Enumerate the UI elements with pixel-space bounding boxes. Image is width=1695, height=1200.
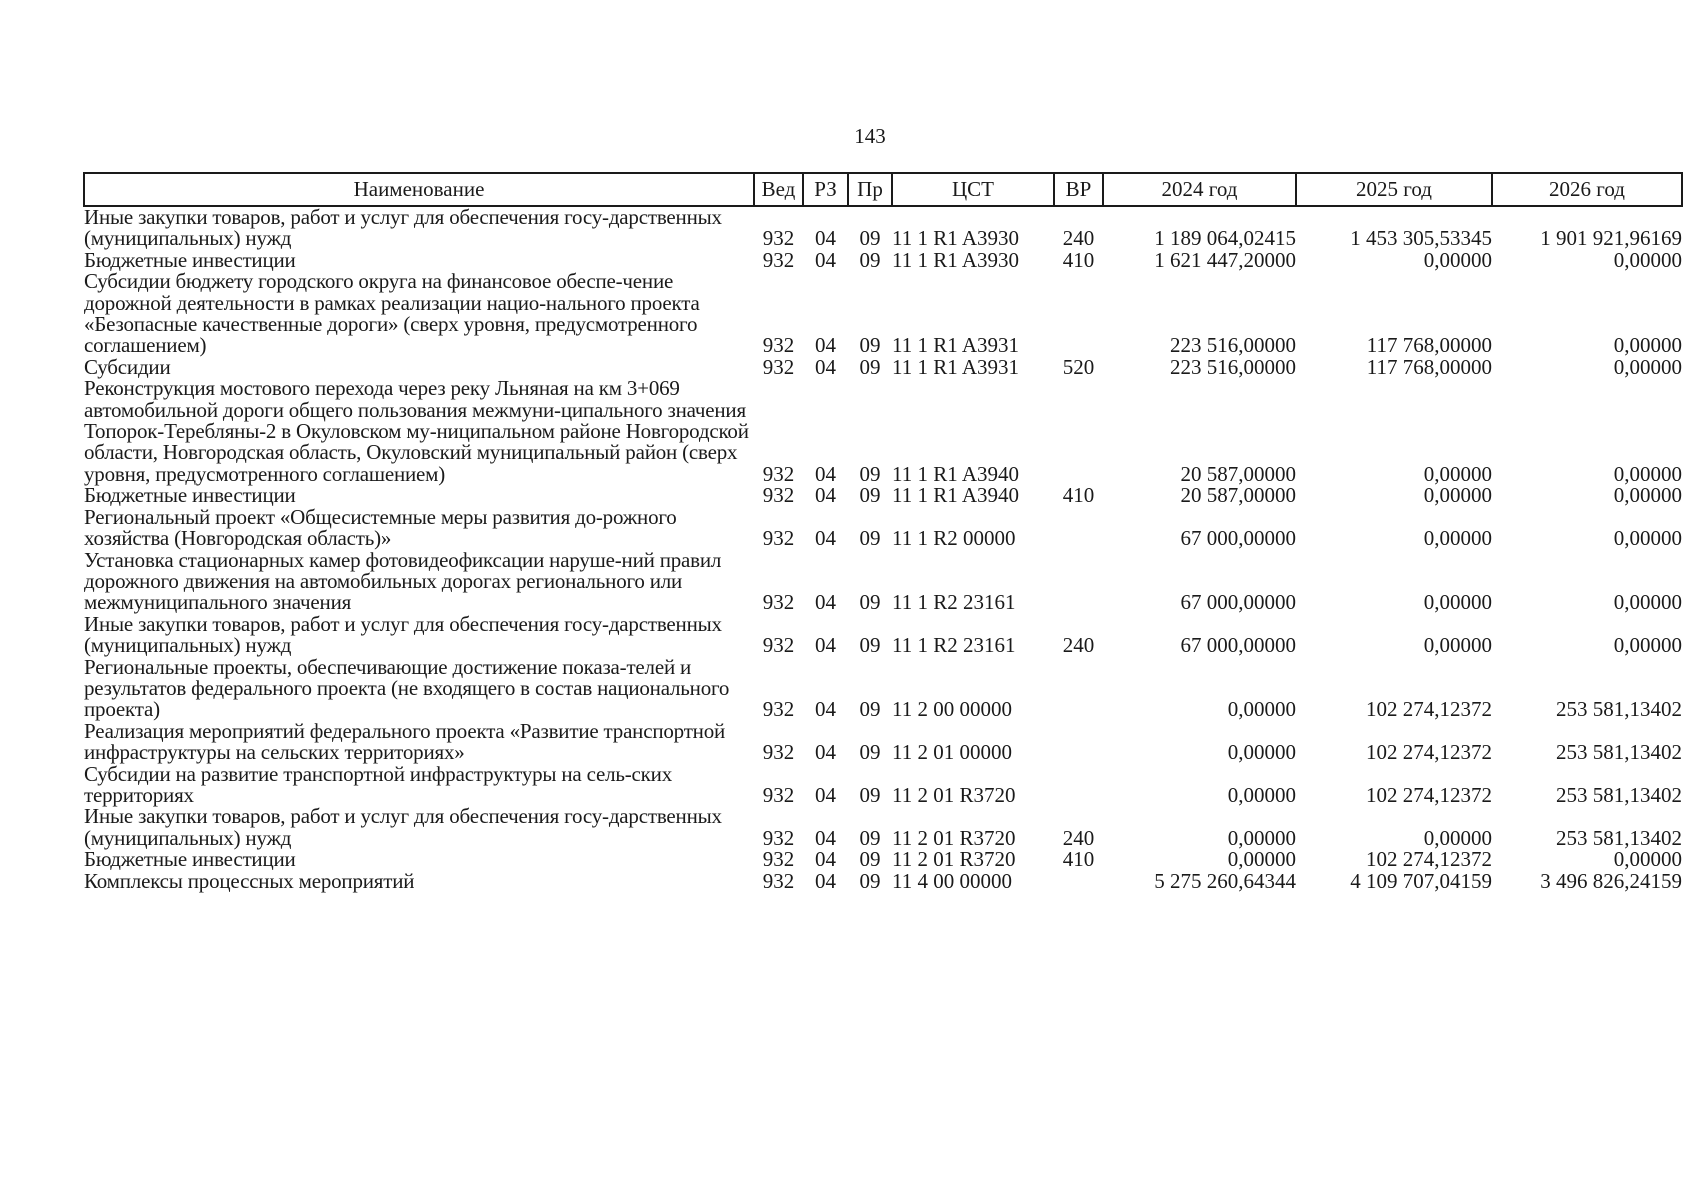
row-cst: 11 2 01 R3720 bbox=[892, 847, 1016, 872]
row-cst: 11 1 R2 23161 bbox=[892, 633, 1016, 658]
row-ved: 932 bbox=[762, 526, 795, 551]
row-ved: 932 bbox=[762, 633, 795, 658]
row-2024: 0,00000 bbox=[1227, 847, 1296, 872]
row-pr: 09 bbox=[859, 847, 881, 872]
table-row bbox=[84, 250, 1682, 271]
table-row bbox=[84, 657, 1682, 721]
row-rz: 04 bbox=[815, 483, 836, 508]
row-name: Иные закупки товаров, работ и услуг для обеспечения госу-дарственных (муниципальных) нужд bbox=[84, 205, 722, 251]
row-2025: 0,00000 bbox=[1423, 461, 1492, 486]
row-2025: 102 274,12372 bbox=[1366, 782, 1492, 807]
row-name: Реконструкция мостового перехода через реку Льняная на км 3+069 автомобильной дороги общего пользования межмуни-ципального значения Топорок-Теребляны-2 в Окуловском му-ниципальном районе Новгородской области, Новгородская область, Окуловский муниципальный район (сверх уровня, предусмотренного соглашением) bbox=[84, 376, 749, 486]
row-2026: 253 581,13402 bbox=[1556, 740, 1682, 765]
row-2024: 1 189 064,02415 bbox=[1154, 226, 1296, 251]
row-vr bbox=[1054, 378, 1103, 485]
row-2025: 0,00000 bbox=[1423, 633, 1492, 658]
table-row bbox=[84, 849, 1682, 870]
row-rz: 04 bbox=[815, 526, 836, 551]
row-vr: 240 bbox=[1062, 825, 1095, 850]
row-ved: 932 bbox=[762, 740, 795, 765]
row-cst: 11 1 R1 A3930 bbox=[892, 247, 1019, 272]
row-2024: 223 516,00000 bbox=[1170, 354, 1296, 379]
row-vr: 520 bbox=[1062, 354, 1095, 379]
row-cst: 11 1 R1 A3930 bbox=[892, 226, 1019, 251]
row-pr: 09 bbox=[859, 483, 881, 508]
row-name: Субсидии бюджету городского округа на финансовое обеспе-чение дорожной деятельности в рамках реализации нацио-нального проекта «Безопасные качественные дороги» (сверх уровня, предусмотренного соглашением) bbox=[84, 269, 700, 358]
row-ved: 932 bbox=[762, 333, 795, 358]
row-pr: 09 bbox=[859, 526, 881, 551]
row-name: Комплексы процессных мероприятий bbox=[84, 868, 415, 893]
row-2026: 0,00000 bbox=[1613, 526, 1682, 551]
row-rz: 04 bbox=[815, 633, 836, 658]
row-vr: 410 bbox=[1062, 247, 1095, 272]
header-2026: 2026 год bbox=[1492, 173, 1682, 206]
row-2025: 102 274,12372 bbox=[1366, 847, 1492, 872]
row-2024: 0,00000 bbox=[1227, 782, 1296, 807]
row-ved: 932 bbox=[762, 847, 795, 872]
row-vr: 410 bbox=[1062, 847, 1095, 872]
table-row bbox=[84, 550, 1682, 614]
table-row bbox=[84, 806, 1682, 849]
row-pr: 09 bbox=[859, 697, 881, 722]
row-2026: 0,00000 bbox=[1613, 461, 1682, 486]
row-ved: 932 bbox=[762, 782, 795, 807]
row-vr: 410 bbox=[1062, 483, 1095, 508]
row-rz: 04 bbox=[815, 868, 836, 893]
row-vr: 240 bbox=[1062, 226, 1095, 251]
row-vr bbox=[1054, 550, 1103, 614]
row-rz: 04 bbox=[815, 333, 836, 358]
row-2024: 5 275 260,64344 bbox=[1154, 868, 1296, 893]
row-2025: 0,00000 bbox=[1423, 825, 1492, 850]
row-2025: 117 768,00000 bbox=[1366, 333, 1492, 358]
row-cst: 11 2 01 R3720 bbox=[892, 782, 1016, 807]
row-2024: 0,00000 bbox=[1227, 825, 1296, 850]
row-name: Бюджетные инвестиции bbox=[84, 247, 296, 272]
row-2025: 0,00000 bbox=[1423, 526, 1492, 551]
table-row bbox=[84, 507, 1682, 550]
row-rz: 04 bbox=[815, 740, 836, 765]
row-cst: 11 4 00 00000 bbox=[892, 868, 1012, 893]
row-ved: 932 bbox=[762, 868, 795, 893]
row-cst: 11 1 R2 23161 bbox=[892, 590, 1016, 615]
table-row bbox=[84, 764, 1682, 807]
row-2025: 117 768,00000 bbox=[1366, 354, 1492, 379]
table-row bbox=[84, 271, 1682, 357]
row-2024: 1 621 447,20000 bbox=[1154, 247, 1296, 272]
row-2026: 253 581,13402 bbox=[1556, 825, 1682, 850]
row-cst: 11 1 R1 A3931 bbox=[892, 354, 1019, 379]
table-row bbox=[84, 485, 1682, 506]
table-row bbox=[84, 206, 1682, 250]
header-vr: ВР bbox=[1054, 173, 1103, 206]
table-body bbox=[84, 206, 1682, 892]
header-2025: 2025 год bbox=[1296, 173, 1492, 206]
row-2026: 0,00000 bbox=[1613, 354, 1682, 379]
row-name: Субсидии bbox=[84, 354, 171, 379]
row-pr: 09 bbox=[859, 461, 881, 486]
row-2025: 0,00000 bbox=[1423, 590, 1492, 615]
row-ved: 932 bbox=[762, 247, 795, 272]
row-rz: 04 bbox=[815, 847, 836, 872]
row-2025: 102 274,12372 bbox=[1366, 697, 1492, 722]
row-2026: 0,00000 bbox=[1613, 247, 1682, 272]
row-ved: 932 bbox=[762, 590, 795, 615]
header-rz: РЗ bbox=[803, 173, 848, 206]
row-2024: 20 587,00000 bbox=[1180, 483, 1296, 508]
table-row bbox=[84, 721, 1682, 764]
row-pr: 09 bbox=[859, 740, 881, 765]
header-ved: Вед bbox=[754, 173, 803, 206]
row-ved: 932 bbox=[762, 697, 795, 722]
row-cst: 11 1 R1 A3940 bbox=[892, 461, 1019, 486]
row-2024: 0,00000 bbox=[1227, 697, 1296, 722]
table-row bbox=[84, 357, 1682, 378]
row-name: Иные закупки товаров, работ и услуг для обеспечения госу-дарственных (муниципальных) нужд bbox=[84, 611, 722, 658]
row-vr bbox=[1054, 271, 1103, 357]
row-2025: 102 274,12372 bbox=[1366, 740, 1492, 765]
row-pr: 09 bbox=[859, 333, 881, 358]
row-2026: 0,00000 bbox=[1613, 633, 1682, 658]
row-ved: 932 bbox=[762, 354, 795, 379]
row-cst: 11 2 00 00000 bbox=[892, 697, 1012, 722]
row-2026: 253 581,13402 bbox=[1556, 697, 1682, 722]
row-name: Региональные проекты, обеспечивающие достижение показа-телей и результатов федерального проекта (не входящего в состав национального проекта) bbox=[84, 654, 730, 722]
budget-table bbox=[83, 172, 1683, 892]
row-ved: 932 bbox=[762, 483, 795, 508]
row-pr: 09 bbox=[859, 247, 881, 272]
row-vr bbox=[1054, 657, 1103, 721]
table-row bbox=[84, 378, 1682, 485]
row-2026: 0,00000 bbox=[1613, 483, 1682, 508]
row-ved: 932 bbox=[762, 226, 795, 251]
row-cst: 11 2 01 R3720 bbox=[892, 825, 1016, 850]
row-rz: 04 bbox=[815, 226, 836, 251]
row-cst: 11 1 R2 00000 bbox=[892, 526, 1016, 551]
row-2024: 223 516,00000 bbox=[1170, 333, 1296, 358]
row-rz: 04 bbox=[815, 354, 836, 379]
header-pr: Пр bbox=[848, 173, 892, 206]
row-name: Бюджетные инвестиции bbox=[84, 847, 296, 872]
row-cst: 11 2 01 00000 bbox=[892, 740, 1012, 765]
row-2025: 0,00000 bbox=[1423, 483, 1492, 508]
row-name: Региональный проект «Общесистемные меры развития до-рожного хозяйства (Новгородская область)» bbox=[84, 504, 677, 551]
row-2026: 253 581,13402 bbox=[1556, 782, 1682, 807]
row-2025: 1 453 305,53345 bbox=[1350, 226, 1492, 251]
row-vr bbox=[1054, 764, 1103, 807]
row-name: Установка стационарных камер фотовидеофиксации наруше-ний правил дорожного движения на автомобильных дорогах регионального или межмуниципального значения bbox=[84, 547, 722, 615]
table-header bbox=[84, 173, 1682, 206]
row-2026: 0,00000 bbox=[1613, 333, 1682, 358]
row-rz: 04 bbox=[815, 697, 836, 722]
page-number: 143 bbox=[854, 124, 886, 148]
row-rz: 04 bbox=[815, 590, 836, 615]
row-name: Иные закупки товаров, работ и услуг для обеспечения госу-дарственных (муниципальных) нужд bbox=[84, 804, 722, 850]
row-2024: 67 000,00000 bbox=[1180, 633, 1296, 658]
row-2024: 67 000,00000 bbox=[1180, 526, 1296, 551]
row-cst: 11 1 R1 A3940 bbox=[892, 483, 1019, 508]
row-ved: 932 bbox=[762, 461, 795, 486]
row-rz: 04 bbox=[815, 782, 836, 807]
row-2025: 0,00000 bbox=[1423, 247, 1492, 272]
row-2024: 20 587,00000 bbox=[1180, 461, 1296, 486]
row-name: Реализация мероприятий федерального проекта «Развитие транспортной инфраструктуры на сельских территориях» bbox=[84, 718, 726, 765]
row-2024: 0,00000 bbox=[1227, 740, 1296, 765]
row-vr bbox=[1054, 871, 1103, 892]
header-cst: ЦСТ bbox=[892, 173, 1054, 206]
row-2026: 3 496 826,24159 bbox=[1540, 868, 1682, 893]
row-rz: 04 bbox=[815, 247, 836, 272]
table-row bbox=[84, 614, 1682, 657]
row-2026: 0,00000 bbox=[1613, 590, 1682, 615]
row-pr: 09 bbox=[859, 825, 881, 850]
row-vr bbox=[1054, 507, 1103, 550]
row-name: Бюджетные инвестиции bbox=[84, 483, 296, 508]
row-pr: 09 bbox=[859, 354, 881, 379]
row-ved: 932 bbox=[762, 825, 795, 850]
row-2025: 4 109 707,04159 bbox=[1350, 868, 1492, 893]
row-pr: 09 bbox=[859, 868, 881, 893]
row-2026: 1 901 921,96169 bbox=[1540, 226, 1682, 251]
row-vr bbox=[1054, 721, 1103, 764]
row-pr: 09 bbox=[859, 590, 881, 615]
header-2024: 2024 год bbox=[1103, 173, 1296, 206]
row-pr: 09 bbox=[859, 633, 881, 658]
header-name: Наименование bbox=[84, 173, 754, 206]
row-2026: 0,00000 bbox=[1613, 847, 1682, 872]
row-rz: 04 bbox=[815, 461, 836, 486]
row-pr: 09 bbox=[859, 782, 881, 807]
row-name: Субсидии на развитие транспортной инфраструктуры на сель-ских территориях bbox=[84, 761, 672, 807]
row-vr: 240 bbox=[1062, 633, 1095, 658]
row-pr: 09 bbox=[859, 226, 881, 251]
table-row bbox=[84, 871, 1682, 892]
row-cst: 11 1 R1 A3931 bbox=[892, 333, 1019, 358]
row-rz: 04 bbox=[815, 825, 836, 850]
row-2024: 67 000,00000 bbox=[1180, 590, 1296, 615]
